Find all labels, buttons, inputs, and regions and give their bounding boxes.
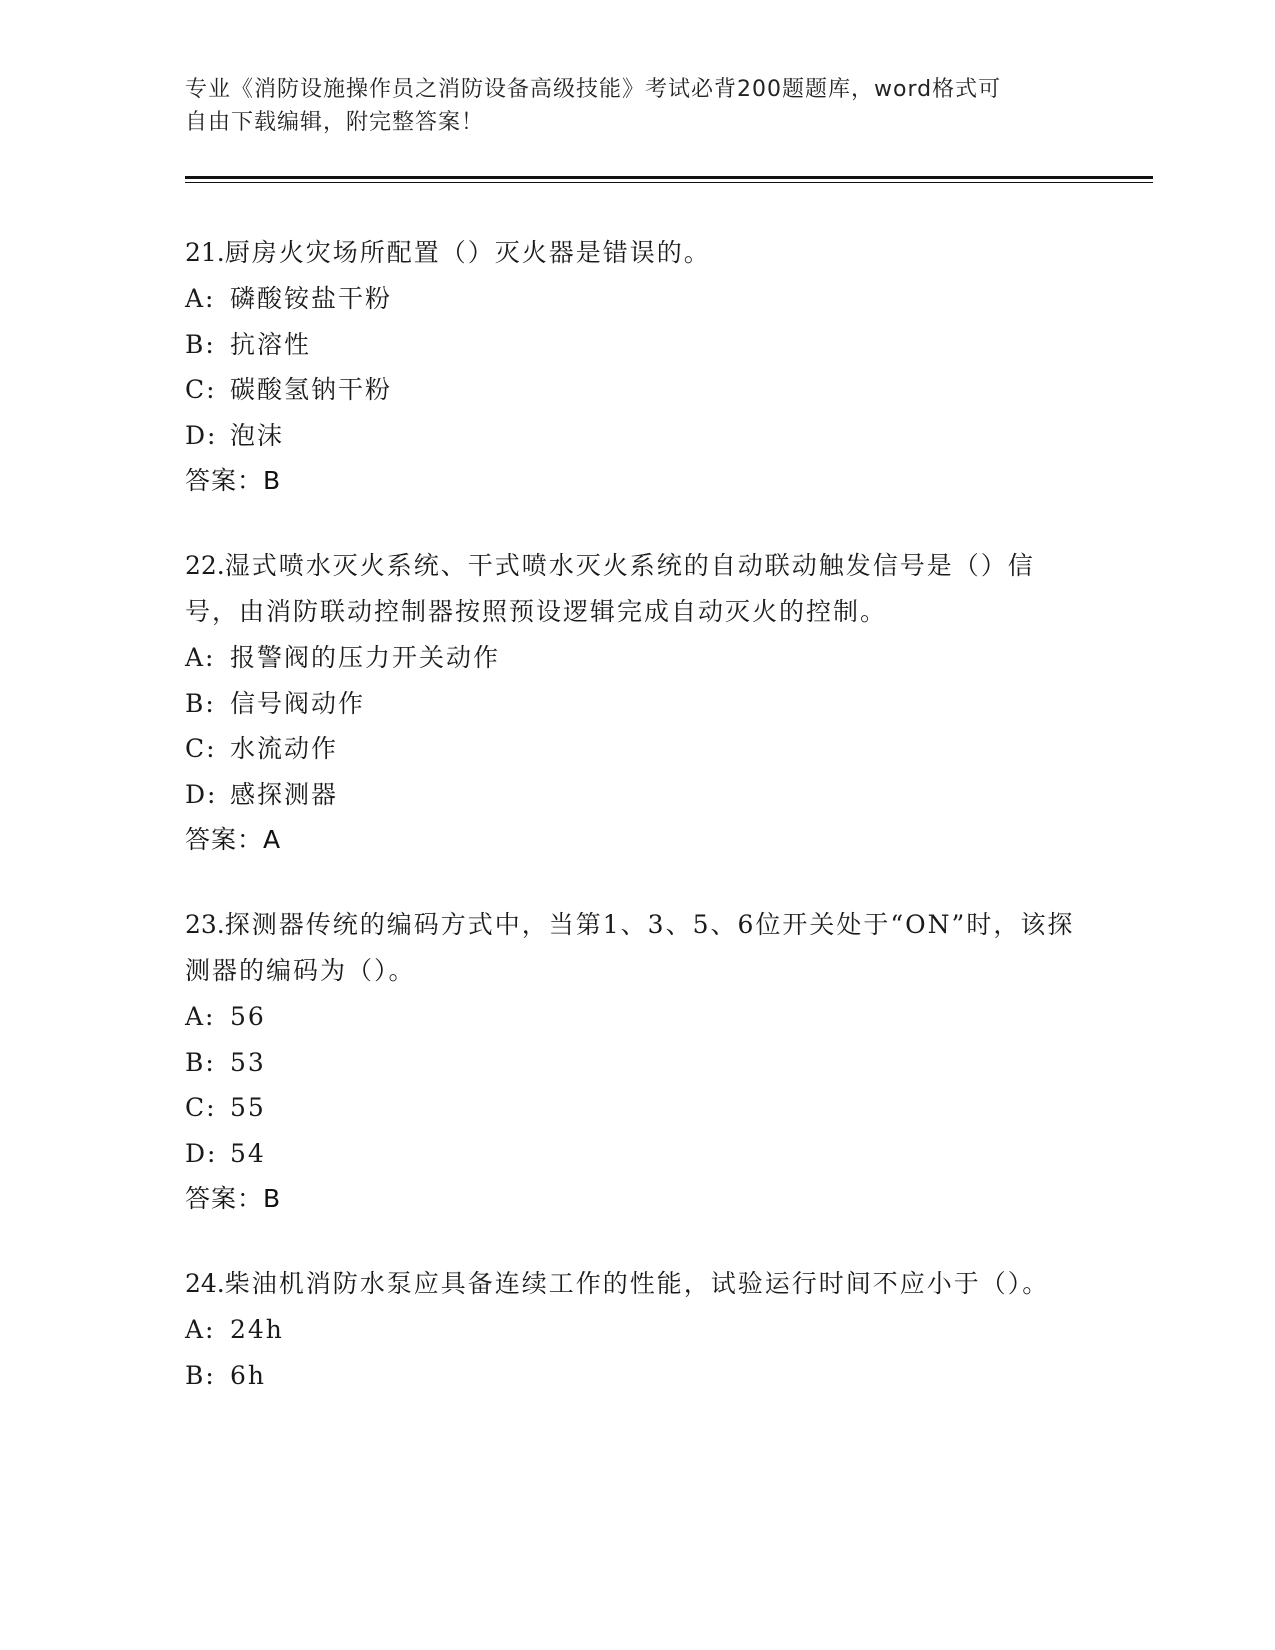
option-text: 53	[230, 1047, 266, 1077]
option-c	[185, 1085, 1085, 1131]
option-text: 56	[230, 1002, 266, 1031]
question-text	[185, 902, 1085, 994]
option-a	[185, 1307, 1085, 1353]
option-c	[185, 726, 1085, 772]
option-text: 55	[230, 1093, 266, 1122]
option-text: 信号阀动作	[230, 688, 366, 718]
question-number: 23.	[185, 910, 225, 939]
option-letter: B:	[185, 329, 216, 359]
option-letter: B:	[185, 688, 216, 718]
question-stem: 柴油机消防水泵应具备连续工作的性能，试验运行时间不应小于（）。	[224, 1269, 1050, 1298]
option-text: 泡沫	[230, 420, 285, 450]
answer-line: 答案：B	[185, 1184, 282, 1213]
option-text: 抗溶性	[230, 329, 312, 359]
question-list	[185, 230, 1085, 1437]
question-stem: 探测器传统的编码方式中，当第1、3、5、6位开关处于“ON”时，该探测器的编码为（）。	[185, 910, 1075, 985]
question-21	[185, 230, 1085, 504]
option-b	[185, 1353, 1085, 1399]
option-b	[185, 322, 1085, 368]
option-letter: D:	[185, 1138, 218, 1168]
question-stem: 厨房火灾场所配置（）灭火器是错误的。	[224, 238, 711, 267]
header-divider-thin	[185, 182, 1153, 183]
option-text: 54	[230, 1138, 266, 1168]
question-number: 24.	[185, 1269, 225, 1298]
question-stem: 湿式喷水灭火系统、干式喷水灭火系统的自动联动触发信号是（）信号，由消防联动控制器按照预设逻辑完成自动灭火的控制。	[185, 551, 1035, 626]
option-text: 24h	[230, 1315, 284, 1344]
option-letter: C:	[185, 375, 217, 404]
header-line-1: 专业《消防设施操作员之消防设备高级技能》考试必背200题题库，word格式可	[185, 77, 1002, 102]
option-letter: A:	[185, 284, 216, 313]
option-d	[185, 772, 1085, 818]
option-text: 6h	[230, 1360, 267, 1390]
option-letter: B:	[185, 1360, 216, 1390]
option-b	[185, 681, 1085, 727]
option-letter: C:	[185, 734, 217, 763]
document-header	[185, 73, 1085, 139]
option-letter: C:	[185, 1093, 217, 1122]
header-line-2: 自由下载编辑，附完整答案！	[185, 110, 485, 135]
question-number: 22.	[185, 551, 225, 580]
question-text	[185, 1261, 1085, 1307]
question-23	[185, 902, 1085, 1222]
option-c	[185, 367, 1085, 413]
answer-line: 答案：B	[185, 466, 282, 495]
option-letter: D:	[185, 420, 218, 450]
option-a	[185, 635, 1085, 681]
option-text: 感探测器	[230, 779, 339, 809]
option-letter: A:	[185, 1002, 216, 1031]
question-22	[185, 543, 1085, 863]
option-letter: D:	[185, 779, 218, 809]
option-d	[185, 1131, 1085, 1177]
option-text: 磷酸铵盐干粉	[230, 284, 393, 313]
option-letter: B:	[185, 1047, 216, 1077]
option-a	[185, 994, 1085, 1040]
option-a	[185, 276, 1085, 322]
answer-line: 答案：A	[185, 825, 282, 854]
option-text: 水流动作	[230, 734, 339, 763]
option-text: 碳酸氢钠干粉	[230, 375, 393, 404]
question-24	[185, 1261, 1085, 1398]
option-letter: A:	[185, 1315, 216, 1344]
option-b	[185, 1040, 1085, 1086]
question-text	[185, 543, 1085, 635]
option-letter: A:	[185, 643, 216, 672]
question-number: 21.	[185, 238, 225, 267]
header-divider-thick	[185, 176, 1153, 179]
option-d	[185, 413, 1085, 459]
question-text	[185, 230, 1085, 276]
option-text: 报警阀的压力开关动作	[230, 643, 501, 672]
